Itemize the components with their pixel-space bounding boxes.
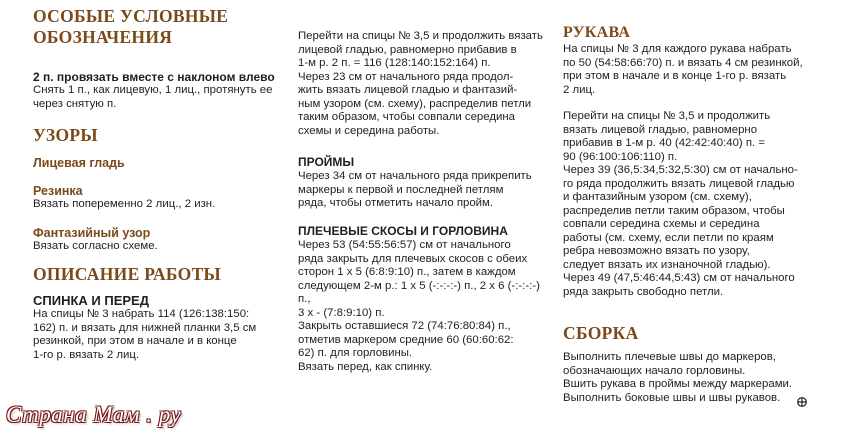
continue-stockinette-text: Перейти на спицы № 3,5 и продолжить вязать лицевой гладью, равномерно прибавив в 1-м р. 2 п. = 116 (128:140:152:164) п. Через 23 см от начального ряда продол- жить вязать лицевой гладью и фантазий- ным узором (см. схему), распределив петли таким образом, чтобы совпали середина схемы и середина работы. [298, 30, 543, 137]
k2tog-title: 2 п. провязать вместе с наклоном влево [33, 70, 275, 84]
ribbing-title: Резинка [33, 184, 83, 198]
sleeves-continue-text: Перейти на спицы № 3,5 и продолжить вязать лицевой гладью, равномерно прибавив в 1-м р. 40 (42:42:40:40) п. = 90 (96:100:106:110) п. Через 39 (36,5:34,5:32,5:30) см от начально- го ряда продолжить вязать лицевой гладью и фантазийным узором (см. схему), распределив петли таким образом, чтобы совпали середина схемы и середина работы (см. схему, если петли по краям ребра невозможно вязать по узору, следует вязать их изнаночной гладью). Через 49 (47,5:46:44,5:43) см от начального ряда закрыть свободно петли. [563, 110, 798, 298]
fancy-pattern-title: Фантазийный узор [33, 226, 151, 240]
end-marker-icon [797, 394, 807, 404]
shoulders-neckline-title: ПЛЕЧЕВЫЕ СКОСЫ И ГОРЛОВИНА [298, 224, 508, 238]
stockinette-title: Лицевая гладь [33, 156, 125, 170]
sleeves-title: РУКАВА [563, 24, 631, 41]
back-front-text: На спицы № 3 набрать 114 (126:138:150: 162) п. и вязать для нижней планки 3,5 см резинкой, при этом в начале и в конце 1-го р. вязать 2 лиц. [33, 308, 257, 361]
patterns-title: УЗОРЫ [33, 125, 98, 145]
work-description-title: ОПИСАНИЕ РАБОТЫ [33, 264, 222, 284]
armholes-text: Через 34 см от начального ряда прикрепить маркеры к первой и последней петлям ряда, чтобы отметить начало пройм. [298, 170, 532, 209]
armholes-title: ПРОЙМЫ [298, 155, 355, 169]
site-watermark: Страна Мам . ру [6, 402, 182, 427]
k2tog-text: Снять 1 п., как лицевую, 1 лиц., протянуть ее через снятую п. [33, 84, 273, 110]
back-front-title: СПИНКА И ПЕРЕД [33, 293, 149, 308]
shoulders-neckline-text: Через 53 (54:55:56:57) см от начального ряда закрыть для плечевых скосов с обеих сторон 1 х 5 (6:8:9:10) п., затем в каждом следующем 2-м р.: 1 х 5 (-:-:-:-) п., 2 х 6 (-:-:-:-) п., 3 х - (7:8:9:10) п. Закрыть оставшиеся 72 (74:76:80:84) п., отметив маркером средние 60 (60:60:62: 62) п. для горловины. Вязать перед, как спинку. [298, 239, 540, 373]
fancy-pattern-text: Вязать согласно схеме. [33, 240, 158, 252]
special-symbols-title: ОСОБЫЕ УСЛОВНЫЕ ОБОЗНАЧЕНИЯ [33, 6, 229, 47]
assembly-text: Выполнить плечевые швы до маркеров, обозначающих начало горловины. Вшить рукава в проймы между маркерами. Выполнить боковые швы и швы рукавов. [563, 351, 793, 404]
ribbing-text: Вязать попеременно 2 лиц., 2 изн. [33, 198, 216, 210]
sleeves-text: На спицы № 3 для каждого рукава набрать по 50 (54:58:66:70) п. и вязать 4 см резинкой, при этом в начале и в конце 1-го р. вязать 2 лиц. [563, 43, 803, 96]
assembly-title: СБОРКА [563, 323, 639, 343]
